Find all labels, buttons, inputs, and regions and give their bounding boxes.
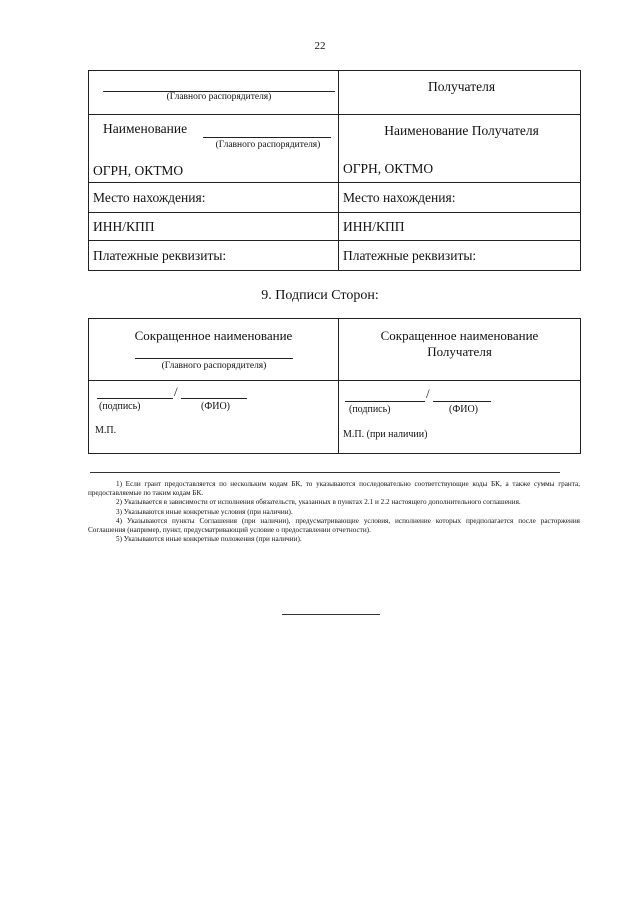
recipient-inn: ИНН/КПП xyxy=(339,213,581,241)
section-title: 9. Подписи Сторон: xyxy=(261,288,379,303)
grantor-ogrn: ОГРН, ОКТМО xyxy=(93,163,184,178)
grantor-name-label: Наименование xyxy=(103,121,188,136)
footnote-separator xyxy=(90,472,560,473)
party-details-table xyxy=(88,70,581,271)
grantor-short-name: Сокращенное наименование xyxy=(134,328,293,343)
grantor-header-cell xyxy=(89,71,339,115)
grantor-payment: Платежные реквизиты: xyxy=(89,241,339,271)
end-separator xyxy=(282,614,380,615)
grantor-signature-slash: / xyxy=(174,384,178,399)
page-number: 22 xyxy=(314,40,326,52)
recipient-header-cell xyxy=(339,71,581,115)
grantor-fio-line xyxy=(181,398,247,399)
grantor-signature-block xyxy=(89,381,338,453)
footnote-5: 5) Указываются иные конкретные положения (при наличии). xyxy=(116,535,302,544)
grantor-name-cell xyxy=(89,115,339,183)
recipient-header-label: Получателя xyxy=(427,79,496,94)
recipient-signature-slash: / xyxy=(426,386,430,401)
footnotes xyxy=(88,480,580,544)
footnote-3: 3) Указываются иные конкретные условия (при наличии). xyxy=(116,507,293,516)
recipient-name-cell xyxy=(339,115,581,183)
recipient-ogrn: ОГРН, ОКТМО xyxy=(343,161,434,176)
recipient-fio-label: (ФИО) xyxy=(449,404,479,415)
footnote-1: 1) Если грант предоставляется по нескольким кодам БК, то указываются последовательно соответствующие коды БК, а также суммы гранта, предоставляемые по таким кодам БК. xyxy=(88,480,580,498)
recipient-signature-cell xyxy=(339,381,581,454)
grantor-fio-label: (ФИО) xyxy=(201,401,231,412)
signatures-table xyxy=(88,318,581,454)
grantor-signature-cell xyxy=(89,381,339,454)
recipient-signature-block xyxy=(339,381,580,453)
recipient-fio-line xyxy=(433,401,491,402)
grantor-short-name-line xyxy=(135,358,293,359)
recipient-signature-line xyxy=(345,401,425,402)
recipient-sign-label: (подпись) xyxy=(349,404,391,415)
recipient-short-name: Сокращенное наименование Получателя xyxy=(380,328,539,359)
footnote-2: 2) Указывается в зависимости от исполнения обязательств, указанных в пунктах 2.1 и 2.2 настоящего дополнительного соглашения. xyxy=(116,498,521,507)
grantor-signature-line xyxy=(97,398,173,399)
recipient-location: Место нахождения: xyxy=(339,183,581,213)
grantor-stamp: М.П. xyxy=(95,425,117,436)
grantor-name-caption: (Главного распорядителя) xyxy=(215,140,321,150)
grantor-header-caption: (Главного распорядителя) xyxy=(166,92,272,102)
recipient-name: Наименование Получателя xyxy=(384,123,539,138)
recipient-sign-title-cell xyxy=(339,319,581,381)
grantor-sign-label: (подпись) xyxy=(99,401,141,412)
grantor-short-name-caption: (Главного распорядителя) xyxy=(161,361,267,371)
grantor-name-block xyxy=(93,115,338,153)
footnote-4: 4) Указываются пункты Соглашения (при наличии), предусматривающие условия, исполнение которых предполагается после расторжения Соглашения (например, пункт, предусматривающий условие о предоставлении отчетности). xyxy=(88,516,580,535)
grantor-name-line xyxy=(203,137,331,138)
grantor-sign-title-cell xyxy=(89,319,339,381)
grantor-inn: ИНН/КПП xyxy=(89,213,339,241)
recipient-payment: Платежные реквизиты: xyxy=(339,241,581,271)
grantor-location: Место нахождения: xyxy=(89,183,339,213)
recipient-stamp: М.П. (при наличии) xyxy=(343,429,428,440)
